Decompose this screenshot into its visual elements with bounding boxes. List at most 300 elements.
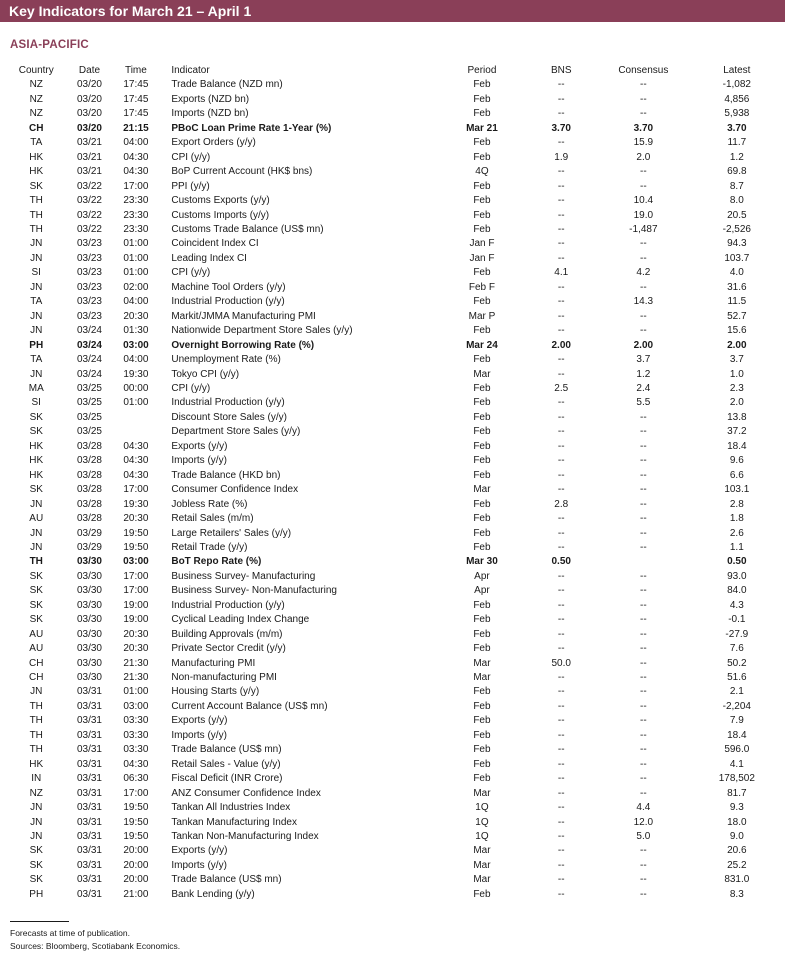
table-row (0, 816, 785, 830)
cell-period: Jan F (469, 252, 495, 264)
cell-date: 03/30 (76, 556, 102, 568)
cell-bns: -- (557, 180, 565, 192)
cell-latest: 51.6 (727, 672, 747, 684)
cell-bns: -- (557, 570, 565, 582)
cell-date: 03/28 (76, 513, 102, 525)
cell-period: Feb (473, 455, 491, 467)
cell-indicator: Non-manufacturing PMI (171, 672, 277, 684)
cell-country: HK (29, 455, 44, 467)
cell-period: Feb (473, 411, 491, 423)
table-row (0, 584, 785, 598)
table-row (0, 469, 785, 483)
cell-consensus: -- (640, 715, 647, 727)
cell-indicator: BoP Current Account (HK$ bns) (171, 166, 313, 178)
cell-date: 03/23 (76, 252, 102, 264)
table-row (0, 209, 785, 223)
table-header-row (0, 64, 785, 78)
cell-bns: -- (557, 223, 565, 235)
cell-latest: 93.0 (727, 570, 747, 582)
cell-country: NZ (29, 787, 43, 799)
cell-period: Feb (473, 382, 491, 394)
table-row (0, 570, 785, 584)
cell-consensus: -- (640, 657, 647, 669)
cell-date: 03/22 (76, 180, 102, 192)
cell-time: 17:00 (123, 570, 149, 582)
cell-indicator: Cyclical Leading Index Change (171, 614, 310, 626)
cell-country: TH (29, 223, 43, 235)
col-header-indicator: Indicator (171, 65, 210, 76)
cell-time: 01:00 (123, 397, 149, 409)
cell-indicator: Discount Store Sales (y/y) (171, 411, 287, 423)
cell-date: 03/31 (76, 816, 102, 828)
cell-period: Apr (474, 585, 490, 597)
col-header-date: Date (78, 65, 101, 76)
cell-latest: 69.8 (727, 166, 747, 178)
cell-indicator: Machine Tool Orders (y/y) (171, 281, 286, 293)
cell-time: 04:30 (123, 469, 149, 481)
cell-indicator: Coincident Index CI (171, 238, 259, 250)
cell-indicator: Exports (y/y) (171, 845, 228, 857)
cell-latest: 4.3 (729, 599, 744, 611)
table-row (0, 151, 785, 165)
cell-latest: 9.3 (729, 802, 744, 814)
table-row (0, 758, 785, 772)
cell-time: 23:30 (123, 223, 149, 235)
cell-period: Mar P (468, 310, 496, 322)
cell-indicator: Exports (y/y) (171, 715, 228, 727)
cell-period: Feb (473, 628, 491, 640)
cell-period: Feb (473, 180, 491, 192)
cell-period: Feb F (468, 281, 495, 293)
cell-latest: 9.0 (729, 831, 744, 843)
cell-time: 17:00 (123, 180, 149, 192)
cell-country: NZ (29, 93, 43, 105)
cell-time: 04:30 (123, 758, 149, 770)
cell-date: 03/31 (76, 831, 102, 843)
cell-consensus: -- (640, 859, 647, 871)
cell-date: 03/24 (76, 354, 102, 366)
cell-time: 20:30 (123, 643, 149, 655)
cell-time: 21:15 (123, 122, 149, 134)
cell-latest: 15.6 (727, 325, 747, 337)
cell-date: 03/20 (76, 122, 102, 134)
cell-period: Mar (473, 672, 491, 684)
cell-consensus: 15.9 (633, 137, 654, 149)
cell-bns: -- (557, 209, 565, 221)
cell-time: 04:00 (123, 137, 149, 149)
cell-country: SK (29, 585, 43, 597)
cell-consensus: -- (640, 411, 647, 423)
cell-indicator: Building Approvals (m/m) (171, 628, 283, 640)
cell-latest: 11.5 (727, 296, 747, 308)
cell-time: 04:00 (123, 296, 149, 308)
cell-consensus: -- (640, 469, 647, 481)
cell-bns: -- (557, 440, 565, 452)
table-row (0, 613, 785, 627)
cell-latest: 94.3 (727, 238, 747, 250)
cell-country: SK (29, 614, 43, 626)
cell-latest: -0.1 (728, 614, 746, 626)
cell-date: 03/21 (76, 166, 102, 178)
cell-period: Feb (473, 715, 491, 727)
cell-bns: -- (557, 758, 565, 770)
cell-time: 04:30 (123, 166, 149, 178)
cell-indicator: Exports (y/y) (171, 440, 228, 452)
cell-latest: 37.2 (727, 426, 747, 438)
cell-country: IN (31, 773, 42, 785)
table-row (0, 295, 785, 309)
cell-time: 03:00 (123, 339, 149, 351)
cell-time: 19:50 (123, 802, 149, 814)
cell-period: Feb (473, 773, 491, 785)
cell-bns: -- (557, 816, 565, 828)
cell-consensus: -- (640, 744, 647, 756)
cell-consensus: 14.3 (633, 296, 654, 308)
cell-consensus: 4.2 (636, 267, 651, 279)
cell-period: 1Q (475, 802, 489, 814)
cell-date: 03/23 (76, 238, 102, 250)
cell-period: Feb (473, 354, 491, 366)
cell-indicator: Tankan Manufacturing Index (171, 816, 297, 828)
indicators-table (0, 64, 785, 902)
cell-period: Feb (473, 440, 491, 452)
table-row (0, 237, 785, 251)
table-row (0, 657, 785, 671)
cell-bns: -- (557, 628, 565, 640)
cell-period: Feb (473, 527, 491, 539)
cell-country: JN (30, 325, 43, 337)
cell-consensus: 12.0 (633, 816, 654, 828)
cell-indicator: Unemployment Rate (%) (171, 354, 281, 366)
cell-country: JN (30, 310, 43, 322)
cell-date: 03/25 (76, 426, 102, 438)
table-row (0, 78, 785, 92)
cell-latest: 6.6 (729, 469, 744, 481)
cell-period: Mar 24 (466, 339, 498, 351)
cell-latest: 4.0 (729, 267, 744, 279)
cell-latest: 8.3 (729, 888, 744, 900)
footnote-forecasts: Forecasts at time of publication. (10, 928, 131, 938)
cell-country: JN (30, 802, 43, 814)
cell-bns: -- (557, 513, 565, 525)
cell-indicator: Department Store Sales (y/y) (171, 426, 301, 438)
cell-latest: 7.9 (729, 715, 744, 727)
cell-latest: 3.70 (727, 122, 747, 134)
cell-bns: -- (557, 599, 565, 611)
cell-period: Feb (473, 758, 491, 770)
cell-indicator: Bank Lending (y/y) (171, 888, 255, 900)
cell-period: Feb (473, 195, 491, 207)
cell-indicator: Trade Balance (HKD bn) (171, 469, 281, 481)
cell-bns: -- (557, 541, 565, 553)
cell-country: AU (29, 643, 44, 655)
cell-bns: -- (557, 354, 565, 366)
table-row (0, 671, 785, 685)
cell-consensus: -- (640, 686, 647, 698)
table-row (0, 714, 785, 728)
cell-consensus: -- (640, 440, 647, 452)
cell-time: 01:00 (123, 267, 149, 279)
cell-time: 03:30 (123, 744, 149, 756)
cell-bns: -- (557, 137, 565, 149)
cell-time: 19:30 (123, 368, 149, 380)
cell-country: JN (30, 281, 43, 293)
cell-indicator: Industrial Production (y/y) (171, 397, 285, 409)
table-row (0, 844, 785, 858)
cell-time: 04:30 (123, 151, 149, 163)
cell-indicator: Trade Balance (US$ mn) (171, 744, 282, 756)
cell-indicator: ANZ Consumer Confidence Index (171, 787, 321, 799)
cell-latest: 20.6 (727, 845, 747, 857)
cell-bns: -- (557, 527, 565, 539)
cell-bns: -- (557, 773, 565, 785)
cell-indicator: CPI (y/y) (171, 151, 211, 163)
cell-date: 03/31 (76, 773, 102, 785)
table-row (0, 555, 785, 569)
cell-country: JN (30, 816, 43, 828)
cell-time: 17:00 (123, 484, 149, 496)
cell-period: Feb (473, 599, 491, 611)
cell-consensus: -- (640, 643, 647, 655)
cell-indicator: Business Survey- Manufacturing (171, 570, 316, 582)
cell-time: 23:30 (123, 195, 149, 207)
cell-time: 06:30 (123, 773, 149, 785)
cell-consensus: 2.00 (633, 339, 654, 351)
cell-period: Mar (473, 845, 491, 857)
cell-period: Feb (473, 541, 491, 553)
cell-consensus: -- (640, 888, 647, 900)
cell-period: Feb (473, 498, 491, 510)
col-header-bns: BNS (550, 65, 572, 76)
cell-bns: -- (557, 368, 565, 380)
cell-date: 03/28 (76, 469, 102, 481)
table-row (0, 324, 785, 338)
cell-consensus: 5.0 (636, 831, 651, 843)
cell-date: 03/31 (76, 802, 102, 814)
cell-indicator: Imports (y/y) (171, 455, 227, 467)
cell-consensus: -- (640, 108, 647, 120)
footnote-sources: Sources: Bloomberg, Scotiabank Economics. (10, 941, 181, 951)
cell-date: 03/28 (76, 498, 102, 510)
table-row (0, 353, 785, 367)
cell-indicator: Leading Index CI (171, 252, 247, 264)
cell-date: 03/28 (76, 440, 102, 452)
cell-bns: -- (557, 426, 565, 438)
cell-indicator: Fiscal Deficit (INR Crore) (171, 773, 283, 785)
cell-bns: -- (557, 310, 565, 322)
cell-period: Mar (473, 484, 491, 496)
cell-date: 03/31 (76, 686, 102, 698)
cell-date: 03/28 (76, 484, 102, 496)
table-row (0, 599, 785, 613)
cell-bns: -- (557, 845, 565, 857)
cell-date: 03/31 (76, 758, 102, 770)
cell-period: 1Q (475, 816, 489, 828)
cell-period: 4Q (475, 166, 489, 178)
cell-period: Mar (473, 787, 491, 799)
cell-time: 21:30 (123, 657, 149, 669)
cell-latest: 178,502 (718, 773, 755, 785)
cell-bns: -- (557, 874, 565, 886)
cell-date: 03/31 (76, 874, 102, 886)
cell-bns: -- (557, 787, 565, 799)
cell-indicator: Exports (NZD bn) (171, 93, 250, 105)
cell-date: 03/30 (76, 628, 102, 640)
cell-time: 01:30 (123, 325, 149, 337)
cell-indicator: PBoC Loan Prime Rate 1-Year (%) (171, 122, 332, 134)
cell-date: 03/31 (76, 744, 102, 756)
cell-time: 20:30 (123, 628, 149, 640)
cell-time: 19:00 (123, 599, 149, 611)
cell-latest: 52.7 (727, 310, 747, 322)
cell-latest: 5,938 (724, 108, 750, 120)
table-row (0, 122, 785, 136)
cell-date: 03/22 (76, 223, 102, 235)
cell-date: 03/29 (76, 541, 102, 553)
cell-date: 03/23 (76, 281, 102, 293)
cell-period: Feb (473, 93, 491, 105)
cell-time: 04:30 (123, 440, 149, 452)
cell-consensus: -- (640, 310, 647, 322)
cell-period: Jan F (469, 238, 495, 250)
table-row (0, 252, 785, 266)
cell-bns: -- (557, 888, 565, 900)
cell-bns: -- (557, 238, 565, 250)
cell-date: 03/31 (76, 715, 102, 727)
cell-consensus: 19.0 (633, 209, 654, 221)
table-row (0, 642, 785, 656)
cell-date: 03/25 (76, 411, 102, 423)
cell-latest: 1.2 (729, 151, 744, 163)
cell-bns: -- (557, 802, 565, 814)
cell-latest: 13.8 (727, 411, 747, 423)
cell-period: Mar (473, 368, 491, 380)
cell-country: JN (30, 368, 43, 380)
cell-consensus: -- (640, 541, 647, 553)
cell-period: Feb (473, 325, 491, 337)
table-row (0, 382, 785, 396)
table-row (0, 527, 785, 541)
cell-consensus: 5.5 (636, 397, 651, 409)
table-row (0, 281, 785, 295)
cell-bns: -- (557, 859, 565, 871)
cell-consensus: -- (640, 585, 647, 597)
cell-consensus: -- (640, 787, 647, 799)
cell-period: Feb (473, 643, 491, 655)
cell-indicator: Current Account Balance (US$ mn) (171, 700, 328, 712)
cell-time: 17:45 (123, 93, 149, 105)
cell-country: TH (29, 744, 43, 756)
cell-date: 03/31 (76, 859, 102, 871)
cell-time: 04:30 (123, 455, 149, 467)
table-row (0, 772, 785, 786)
cell-date: 03/31 (76, 729, 102, 741)
cell-country: JN (30, 498, 43, 510)
cell-country: SK (29, 180, 43, 192)
cell-indicator: Consumer Confidence Index (171, 484, 299, 496)
cell-consensus: -- (640, 166, 647, 178)
cell-date: 03/24 (76, 325, 102, 337)
cell-country: TA (30, 354, 43, 366)
cell-indicator: Retail Trade (y/y) (171, 541, 248, 553)
cell-consensus: -- (640, 484, 647, 496)
cell-latest: 2.8 (729, 498, 744, 510)
cell-indicator: Overnight Borrowing Rate (%) (171, 339, 315, 351)
cell-indicator: Nationwide Department Store Sales (y/y) (171, 325, 353, 337)
cell-consensus: -- (640, 325, 647, 337)
cell-time: 20:30 (123, 513, 149, 525)
table-row (0, 498, 785, 512)
cell-country: TH (29, 700, 43, 712)
cell-indicator: PPI (y/y) (171, 180, 210, 192)
cell-consensus: -- (640, 513, 647, 525)
cell-bns: 3.70 (551, 122, 571, 134)
table-row (0, 266, 785, 280)
cell-consensus: -- (640, 180, 647, 192)
cell-date: 03/20 (76, 79, 102, 91)
cell-date: 03/30 (76, 672, 102, 684)
cell-time: 17:45 (123, 108, 149, 120)
cell-date: 03/20 (76, 93, 102, 105)
cell-date: 03/30 (76, 643, 102, 655)
cell-time: 03:30 (123, 715, 149, 727)
cell-period: Mar (473, 657, 491, 669)
cell-latest: 9.6 (729, 455, 744, 467)
cell-time: 19:00 (123, 614, 149, 626)
cell-bns: -- (557, 397, 565, 409)
cell-time: 03:30 (123, 729, 149, 741)
cell-time: 19:50 (123, 541, 149, 553)
cell-latest: 18.4 (727, 440, 747, 452)
cell-consensus: 1.2 (636, 368, 651, 380)
cell-consensus: -- (640, 758, 647, 770)
cell-bns: -- (557, 715, 565, 727)
cell-bns: -- (557, 252, 565, 264)
table-row (0, 165, 785, 179)
table-row (0, 729, 785, 743)
cell-time: 19:30 (123, 498, 149, 510)
cell-bns: -- (557, 411, 565, 423)
table-row (0, 454, 785, 468)
cell-consensus: -- (640, 773, 647, 785)
cell-period: 1Q (475, 831, 489, 843)
cell-bns: -- (557, 325, 565, 337)
cell-country: JN (30, 238, 43, 250)
cell-period: Mar 21 (466, 122, 498, 134)
cell-bns: -- (557, 686, 565, 698)
cell-date: 03/23 (76, 267, 102, 279)
cell-period: Feb (473, 397, 491, 409)
cell-consensus: 2.0 (636, 151, 651, 163)
cell-period: Feb (473, 137, 491, 149)
cell-latest: 25.2 (727, 859, 747, 871)
cell-date: 03/20 (76, 108, 102, 120)
cell-country: SK (29, 570, 43, 582)
cell-country: PH (29, 888, 44, 900)
cell-consensus: -- (640, 93, 647, 105)
cell-date: 03/31 (76, 845, 102, 857)
cell-indicator: Imports (y/y) (171, 859, 227, 871)
cell-consensus: -- (640, 874, 647, 886)
cell-time (106, 411, 165, 425)
cell-latest: 50.2 (727, 657, 747, 669)
table-row (0, 107, 785, 121)
cell-bns: -- (557, 729, 565, 741)
cell-date: 03/23 (76, 296, 102, 308)
cell-country: AU (29, 628, 44, 640)
table-row (0, 541, 785, 555)
cell-date: 03/22 (76, 209, 102, 221)
